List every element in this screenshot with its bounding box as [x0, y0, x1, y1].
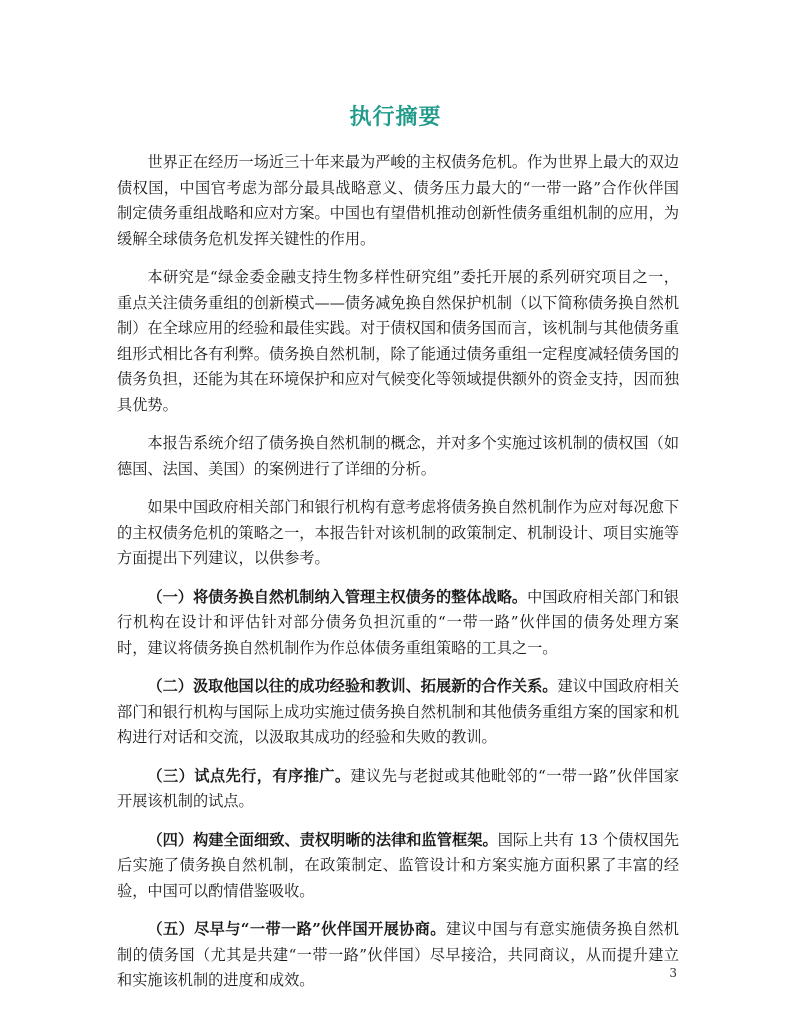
- recommendation-5-heading: （五）尽早与“一带一路”伙伴国开展协商。: [147, 920, 446, 938]
- recommendation-3: [117, 764, 679, 815]
- recommendation-1: [117, 585, 679, 662]
- recommendation-3-text: 建议先与老挝或其他毗邻的“一带一路”伙伴国家开展该机制的试点。: [117, 766, 680, 810]
- intro-paragraph-2: 本研究是“绿金委金融支持生物多样性研究组”委托开展的系列研究项目之一，重点关注债务重组的创新模式——债务减免换自然保护机制（以下简称债务换自然机制）在全球应用的经验和最佳实践。对于债权国和债务国而言，该机制与其他债务重组形式相比各有利弊。债务换自然机制，除了能通过债务重组一定程度减轻债务国的债务负担，还能为其在环境保护和应对气候变化等领域提供额外的资金支持，因而独具优势。: [117, 268, 679, 414]
- recommendation-3-heading: （三）试点先行，有序推广。: [147, 766, 351, 785]
- recommendation-4-heading: （四）构建全面细致、责权明晰的法律和监管框架。: [147, 830, 498, 849]
- recommendation-2-heading: （二）汲取他国以往的成功经验和教训、拓展新的合作关系。: [147, 677, 558, 695]
- recommendation-1-heading: （一）将债务换自然机制纳入管理主权债务的整体战略。: [147, 587, 528, 606]
- intro-paragraph-4: 如果中国政府相关部门和银行机构有意考虑将债务换自然机制作为应对每况愈下的主权债务危机的策略之一，本报告针对该机制的政策制定、机制设计、项目实施等方面提出下列建议，以供参考。: [117, 498, 679, 567]
- recommendation-2-text: 建议中国政府相关部门和银行机构与国际上成功实施过债务换自然机制和其他债务重组方案的国家和机构进行对话和交流，以汲取其成功的经验和失败的教训。: [117, 677, 680, 746]
- intro-paragraph-1: 世界正在经历一场近三十年来最为严峻的主权债务危机。作为世界上最大的双边债权国，中国官考虑为部分最具战略意义、债务压力最大的“一带一路”合作伙伴国制定债务重组战略和应对方案。中国也有望借机推动创新性债务重组机制的应用，为缓解全球债务危机发挥关键性的作用。: [117, 153, 679, 248]
- document-body: [117, 150, 679, 1007]
- recommendation-5-text: 建议中国与有意实施债务换自然机制的债务国（尤其是共建“一带一路”伙伴国）尽早接洽，共同商议，从而提升建立和实施该机制的进度和成效。: [117, 920, 679, 989]
- recommendation-4: [117, 828, 679, 905]
- page-number: 3: [669, 966, 677, 980]
- recommendation-2: [117, 674, 679, 751]
- recommendation-1-text: 中国政府相关部门和银行机构在设计和评估针对部分债务负担沉重的“一带一路”伙伴国的债务处理方案时，建议将债务换自然机制作为作总体债务重组策略的工具之一。: [117, 587, 680, 657]
- recommendation-4-text: 国际上共有 13 个债权国先后实施了债务换自然机制，在政策制定、监管设计和方案实施方面积累了丰富的经验，中国可以酌情借鉴吸收。: [117, 830, 680, 900]
- page-title: 执行摘要: [349, 104, 442, 130]
- intro-paragraph-3: 本报告系统介绍了债务换自然机制的概念，并对多个实施过该机制的债权国（如德国、法国、美国）的案例进行了详细的分析。: [117, 434, 679, 478]
- recommendation-5: [117, 917, 679, 994]
